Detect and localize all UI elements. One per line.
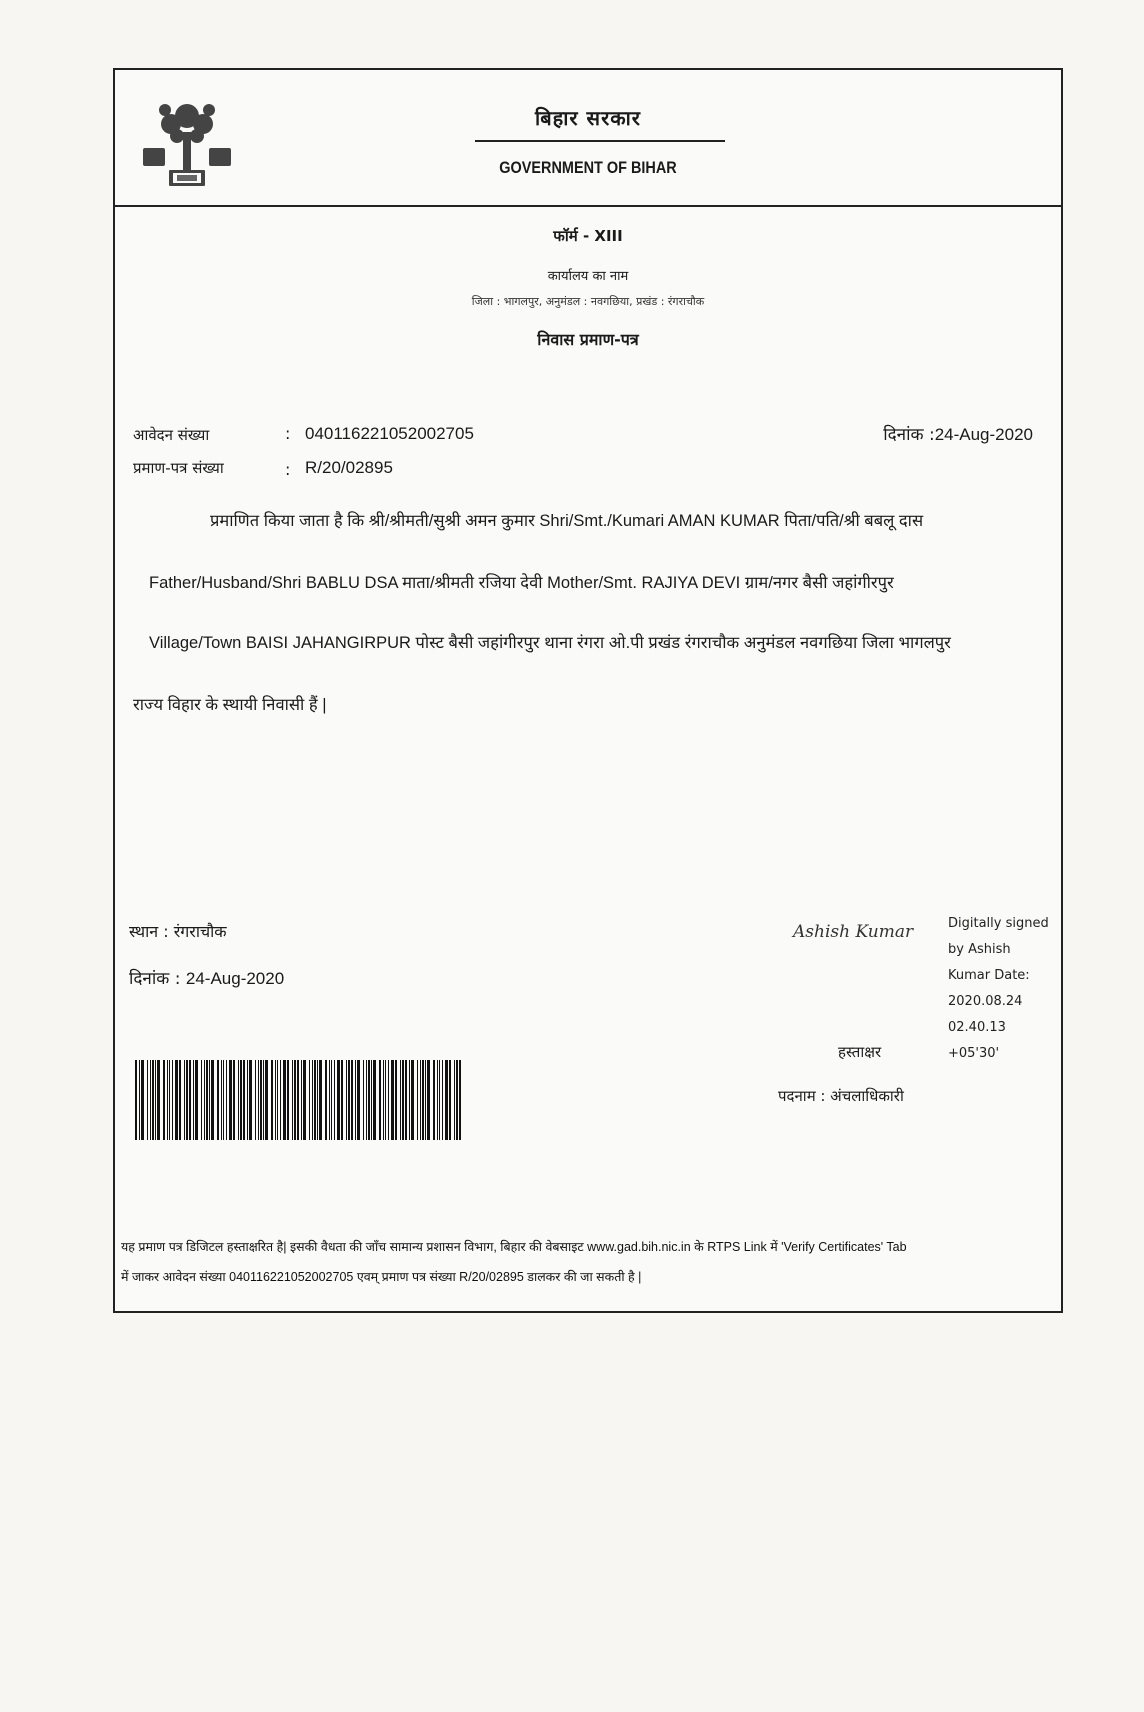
- barcode-bar: [139, 1060, 140, 1140]
- barcode-bar: [346, 1060, 347, 1140]
- barcode-bar: [325, 1060, 327, 1140]
- barcode-bar: [275, 1060, 276, 1140]
- signature-label: हस्ताक्षर: [838, 1043, 882, 1061]
- barcode-bar: [383, 1060, 384, 1140]
- barcode-bar: [211, 1060, 214, 1140]
- signature: Ashish Kumar: [793, 922, 914, 942]
- government-title-hindi: बिहार सरकार: [535, 106, 641, 130]
- application-number-label: आवेदन संख्या: [133, 426, 210, 444]
- barcode-bar: [341, 1060, 343, 1140]
- certificate-number-label: प्रमाण-पत्र संख्या: [133, 459, 224, 477]
- title-divider: [475, 140, 725, 142]
- barcode-bar: [297, 1060, 299, 1140]
- place-value: रंगराचौक: [173, 922, 227, 941]
- barcode-bar: [368, 1060, 370, 1140]
- barcode-bar: [348, 1060, 350, 1140]
- barcode-bar: [277, 1060, 278, 1140]
- barcode-bar: [411, 1060, 414, 1140]
- barcode-bar: [433, 1060, 435, 1140]
- barcode-bar: [420, 1060, 421, 1140]
- barcode-bar: [206, 1060, 208, 1140]
- barcode-bar: [150, 1060, 151, 1140]
- barcode-bar: [405, 1060, 407, 1140]
- barcode-bar: [454, 1060, 455, 1140]
- barcode-bar: [409, 1060, 410, 1140]
- place-date: [129, 966, 284, 989]
- barcode-bar: [314, 1060, 316, 1140]
- barcode-bar: [337, 1060, 340, 1140]
- barcode-bar: [422, 1060, 424, 1140]
- issue-date-label: दिनांक :: [883, 425, 935, 445]
- barcode-bar: [238, 1060, 239, 1140]
- barcode-bar: [357, 1060, 360, 1140]
- barcode-bar: [456, 1060, 458, 1140]
- application-colon: :: [285, 424, 291, 443]
- barcode-bar: [292, 1060, 293, 1140]
- barcode-bar: [373, 1060, 376, 1140]
- barcode-bar: [155, 1060, 156, 1140]
- barcode-bar: [301, 1060, 302, 1140]
- barcode-bar: [204, 1060, 205, 1140]
- certificate-body-line-1: प्रमाणित किया जाता है कि श्री/श्रीमती/सुश्री अमन कुमार Shri/Smt./Kumari AMAN KUMAR पिता/पति/श्री बबलू दास: [210, 512, 924, 530]
- barcode-bar: [201, 1060, 202, 1140]
- application-number: 040116221052002705: [305, 424, 474, 443]
- barcode-bar: [391, 1060, 394, 1140]
- barcode-bar: [240, 1060, 242, 1140]
- digital-signature-line: Digitally signed: [948, 916, 1049, 931]
- barcode-bar: [363, 1060, 364, 1140]
- barcode-bar: [233, 1060, 235, 1140]
- digital-signature-line: Kumar Date:: [948, 968, 1030, 983]
- barcode-bar: [388, 1060, 389, 1140]
- certificate-colon: :: [285, 460, 291, 479]
- barcode-bar: [283, 1060, 286, 1140]
- barcode-bar: [331, 1060, 332, 1140]
- barcode-bar: [247, 1060, 248, 1140]
- barcode-bar: [189, 1060, 191, 1140]
- barcode-bar: [294, 1060, 296, 1140]
- certificate-frame: [113, 68, 1063, 1313]
- barcode-bar: [193, 1060, 194, 1140]
- barcode-bar: [417, 1060, 418, 1140]
- footer-line-1: यह प्रमाण पत्र डिजिटल हस्ताक्षरित है| इसकी वैधता की जाँच सामान्य प्रशासन विभाग, बिहार की वेबसाइट www.gad.bih.nic.in के RTPS Link में 'Verify Certificates' Tab: [121, 1240, 907, 1254]
- barcode-bar: [402, 1060, 404, 1140]
- barcode-bar: [385, 1060, 386, 1140]
- barcode-bar: [351, 1060, 353, 1140]
- barcode-bar: [265, 1060, 268, 1140]
- barcode-bar: [329, 1060, 330, 1140]
- barcode-bar: [437, 1060, 438, 1140]
- verification-footer: [121, 1232, 1055, 1292]
- certificate-body-line-4: राज्य विहार के स्थायी निवासी हैं |: [133, 696, 327, 714]
- place-date-label: दिनांक :: [129, 969, 181, 989]
- barcode-bar: [152, 1060, 154, 1140]
- office-label: कार्यालय का नाम: [547, 269, 629, 284]
- certificate-header: [115, 70, 1061, 207]
- footer-line-2: में जाकर आवेदन संख्या 040116221052002705 एवम् प्रमाण पत्र संख्या R/20/02895 डालकर की जा सकती है |: [121, 1270, 642, 1284]
- barcode-bar: [263, 1060, 264, 1140]
- certificate-number: R/20/02895: [305, 458, 393, 477]
- barcode-bar: [287, 1060, 289, 1140]
- barcode-bar: [258, 1060, 259, 1140]
- barcode-bar: [445, 1060, 448, 1140]
- barcode-bar: [135, 1060, 137, 1140]
- barcode-bar: [371, 1060, 372, 1140]
- barcode-bar: [366, 1060, 367, 1140]
- barcode-bar: [449, 1060, 451, 1140]
- government-title-english: GOVERNMENT OF BIHAR: [499, 158, 677, 177]
- barcode-bar: [141, 1060, 144, 1140]
- issue-date: [883, 422, 1033, 445]
- barcode-bar: [255, 1060, 256, 1140]
- barcode-bar: [303, 1060, 306, 1140]
- barcode-bar: [312, 1060, 313, 1140]
- office-details: जिला : भागलपुर, अनुमंडल : नवगछिया, प्रखंड : रंगराचौक: [471, 295, 705, 308]
- barcode-bar: [459, 1060, 461, 1140]
- barcode-bar: [209, 1060, 210, 1140]
- barcode-bar: [186, 1060, 188, 1140]
- barcode-bar: [217, 1060, 219, 1140]
- certificate-body-line-3: Village/Town BAISI JAHANGIRPUR पोस्ट बैसी जहांगीरपुर थाना रंगरा ओ.पी प्रखंड रंगराचौक अनुमंडल नवगछिया जिला भागलपुर: [149, 634, 951, 652]
- barcode-bar: [309, 1060, 310, 1140]
- barcode-bar: [271, 1060, 273, 1140]
- barcode-bar: [179, 1060, 181, 1140]
- barcode-bar: [334, 1060, 335, 1140]
- barcode: [135, 1060, 465, 1140]
- barcode-bar: [175, 1060, 178, 1140]
- barcode-bar: [223, 1060, 224, 1140]
- barcode-bar: [229, 1060, 232, 1140]
- digital-signature-line: +05'30': [948, 1046, 1000, 1061]
- barcode-bar: [163, 1060, 165, 1140]
- place-label: स्थान :: [129, 922, 169, 941]
- form-number: फॉर्म - XIII: [553, 227, 623, 245]
- certificate-body-line-2: Father/Husband/Shri BABLU DSA माता/श्रीमती रजिया देवी Mother/Smt. RAJIYA DEVI ग्राम/नगर बैसी जहांगीरपुर: [149, 574, 894, 592]
- barcode-bar: [260, 1060, 262, 1140]
- digital-signature-line: by Ashish: [948, 942, 1011, 957]
- designation: पदनाम : अंचलाधिकारी: [778, 1087, 904, 1105]
- barcode-bar: [169, 1060, 170, 1140]
- certificate-title: निवास प्रमाण-पत्र: [537, 330, 639, 349]
- barcode-bar: [400, 1060, 401, 1140]
- barcode-bar: [226, 1060, 227, 1140]
- barcode-bar: [249, 1060, 252, 1140]
- digital-signature-line: 2020.08.24: [948, 994, 1023, 1009]
- barcode-bar: [184, 1060, 185, 1140]
- barcode-bar: [280, 1060, 281, 1140]
- barcode-bar: [439, 1060, 440, 1140]
- barcode-bar: [167, 1060, 168, 1140]
- barcode-bar: [425, 1060, 426, 1140]
- place-date-value: 24-Aug-2020: [185, 969, 285, 988]
- barcode-bar: [195, 1060, 198, 1140]
- barcode-bar: [157, 1060, 160, 1140]
- barcode-bar: [317, 1060, 318, 1140]
- barcode-bar: [355, 1060, 356, 1140]
- place: [129, 920, 227, 942]
- barcode-bar: [319, 1060, 322, 1140]
- barcode-bar: [395, 1060, 397, 1140]
- issue-date-value: 24-Aug-2020: [934, 425, 1033, 444]
- barcode-bar: [147, 1060, 148, 1140]
- barcode-bar: [172, 1060, 173, 1140]
- digital-signature-line: 02.40.13: [948, 1020, 1006, 1035]
- barcode-bar: [379, 1060, 381, 1140]
- barcode-bar: [243, 1060, 245, 1140]
- digital-signature-block: [948, 911, 1058, 1067]
- barcode-bar: [221, 1060, 222, 1140]
- barcode-bar: [427, 1060, 430, 1140]
- barcode-bar: [442, 1060, 443, 1140]
